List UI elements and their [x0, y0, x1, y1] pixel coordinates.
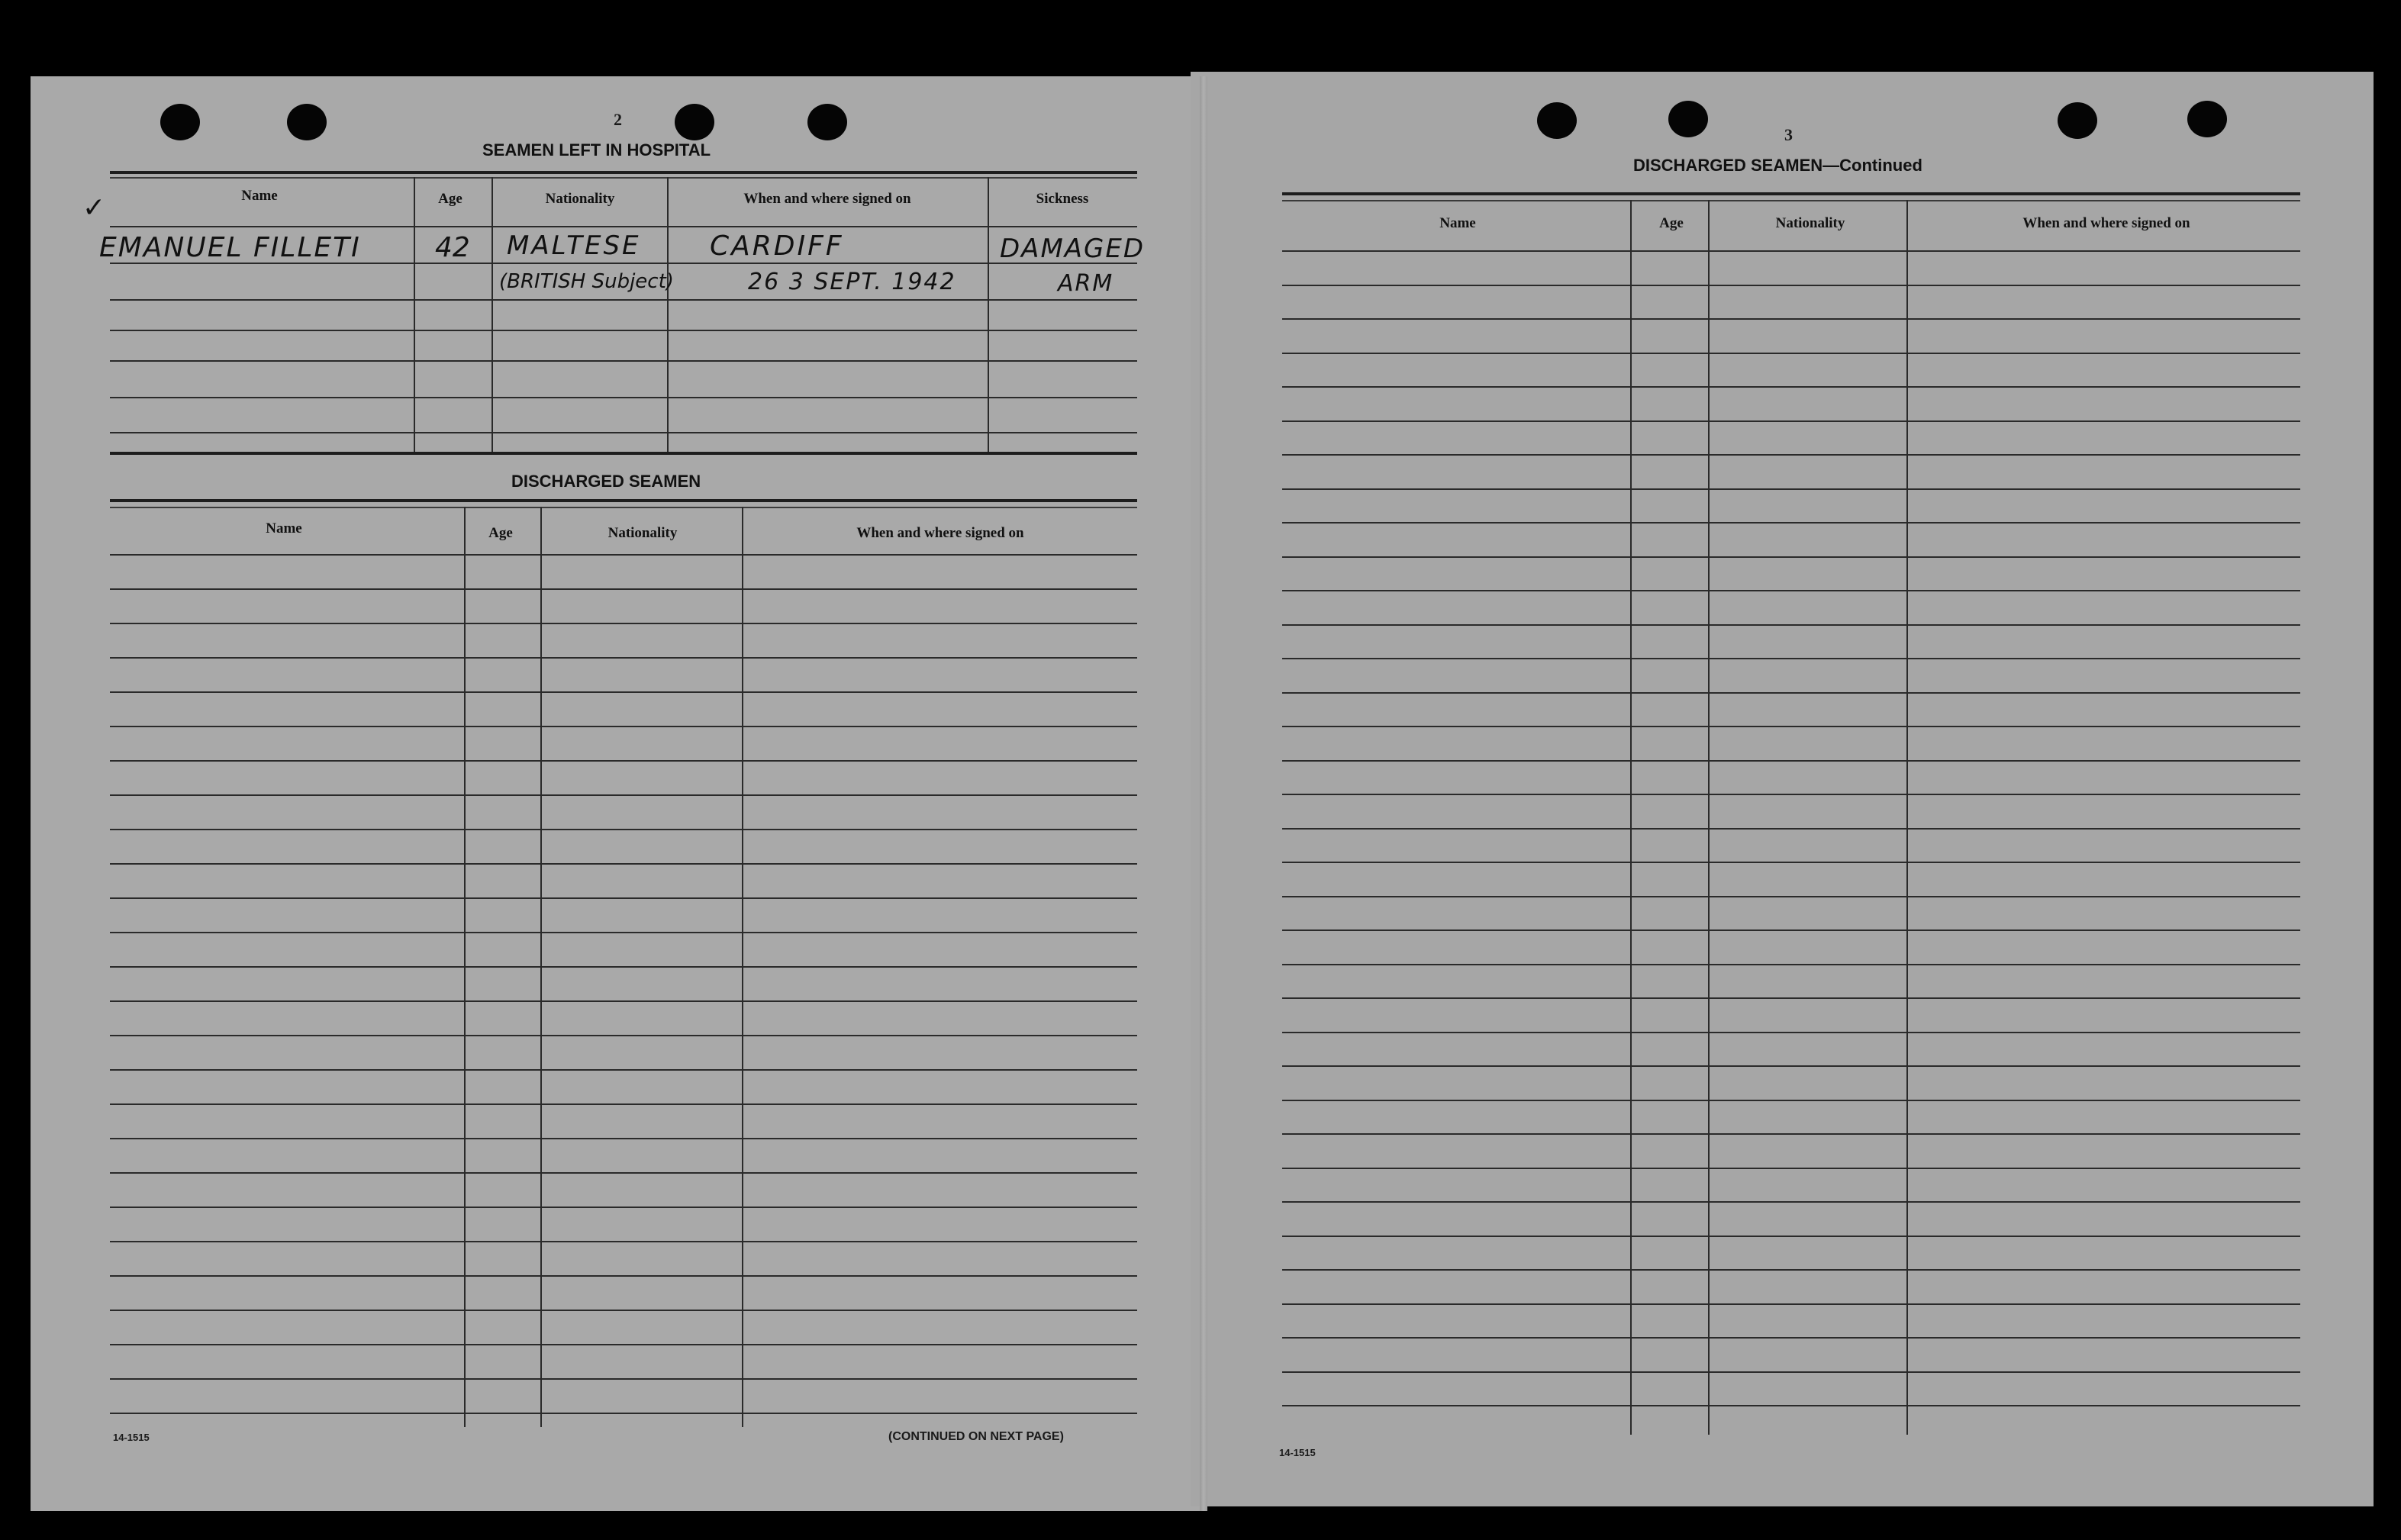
row-rule — [1282, 1236, 2300, 1237]
row-rule — [110, 691, 1137, 693]
column-header-signed-on: When and where signed on — [856, 525, 1024, 541]
table-rule — [110, 432, 1137, 433]
row-rule — [1282, 1371, 2300, 1373]
table-rule — [110, 171, 1137, 174]
row-rule — [1282, 285, 2300, 286]
punch-hole — [287, 104, 327, 140]
page-number: 2 — [614, 110, 622, 129]
row-rule — [1282, 318, 2300, 320]
row-rule — [110, 623, 1137, 624]
row-rule — [110, 1103, 1137, 1105]
row-rule — [110, 1069, 1137, 1071]
row-rule — [110, 726, 1137, 727]
row-rule — [110, 1138, 1137, 1139]
row-rule — [1282, 1065, 2300, 1067]
row-rule — [1282, 794, 2300, 795]
row-rule — [1282, 624, 2300, 626]
column-rule — [988, 177, 989, 452]
right-page — [1191, 72, 2374, 1506]
row-rule — [1282, 420, 2300, 422]
row-rule — [1282, 590, 2300, 591]
column-header-signed-on: When and where signed on — [2022, 215, 2190, 231]
entry-sickness-detail: ARM — [1058, 270, 1114, 297]
page-number: 3 — [1784, 125, 1793, 144]
row-rule — [110, 1378, 1137, 1380]
column-header-age: Age — [438, 191, 462, 207]
column-header-signed-on: When and where signed on — [743, 191, 911, 207]
entry-nationality: MALTESE — [507, 230, 641, 261]
entry-signed-on-date: 26 3 SEPT. 1942 — [748, 269, 956, 295]
table-rule — [110, 360, 1137, 362]
row-rule — [110, 1241, 1137, 1242]
row-rule — [1282, 556, 2300, 558]
row-rule — [110, 554, 1137, 556]
column-header-age: Age — [1659, 215, 1684, 231]
row-rule — [1282, 1405, 2300, 1406]
row-rule — [1282, 828, 2300, 830]
row-rule — [110, 1172, 1137, 1174]
row-rule — [1282, 1303, 2300, 1305]
entry-signed-on-place: CARDIFF — [710, 230, 844, 262]
row-rule — [1282, 929, 2300, 931]
row-rule — [1282, 964, 2300, 965]
row-rule — [1282, 997, 2300, 999]
row-rule — [1282, 658, 2300, 659]
page-fold — [1200, 76, 1207, 1511]
punch-hole — [160, 104, 200, 140]
row-rule — [110, 794, 1137, 796]
column-header-nationality: Nationality — [608, 525, 678, 541]
column-rule — [491, 177, 493, 452]
row-rule — [1282, 896, 2300, 897]
column-rule — [667, 177, 669, 452]
row-rule — [110, 897, 1137, 899]
row-rule — [1282, 454, 2300, 456]
row-rule — [1282, 760, 2300, 762]
punch-hole — [1668, 101, 1708, 137]
entry-name: EMANUEL FILLETI — [99, 232, 361, 263]
punch-hole — [807, 104, 847, 140]
row-rule — [1282, 1168, 2300, 1169]
column-rule — [414, 177, 415, 452]
row-rule — [110, 863, 1137, 865]
row-rule — [110, 1344, 1137, 1345]
discharged-section-title: DISCHARGED SEAMEN — [511, 472, 701, 491]
table-rule — [110, 397, 1137, 398]
column-header-sickness: Sickness — [1036, 191, 1089, 207]
column-header-age: Age — [488, 525, 513, 541]
check-mark: ✓ — [82, 192, 106, 224]
column-header-name: Name — [241, 188, 278, 204]
row-rule — [110, 829, 1137, 830]
row-rule — [1282, 1032, 2300, 1033]
column-header-nationality: Nationality — [545, 191, 615, 207]
table-rule — [110, 499, 1137, 502]
row-rule — [110, 966, 1137, 968]
punch-hole — [675, 104, 714, 140]
row-rule — [110, 1035, 1137, 1036]
row-rule — [1282, 386, 2300, 388]
column-header-nationality: Nationality — [1775, 215, 1845, 231]
row-rule — [1282, 862, 2300, 863]
column-rule — [1708, 200, 1710, 1435]
column-rule — [1630, 200, 1632, 1435]
table-rule — [110, 177, 1137, 179]
row-rule — [110, 1275, 1137, 1277]
column-rule — [1906, 200, 1908, 1435]
row-rule — [1282, 1269, 2300, 1271]
row-rule — [1282, 726, 2300, 727]
entry-nationality-note: (BRITISH Subject) — [499, 270, 674, 293]
table-rule — [110, 330, 1137, 331]
punch-hole — [2187, 101, 2227, 137]
table-rule — [110, 226, 1137, 227]
form-number: 14-1515 — [113, 1432, 150, 1443]
discharged-continued-title: DISCHARGED SEAMEN—Continued — [1633, 156, 1922, 175]
row-rule — [1282, 488, 2300, 490]
row-rule — [1282, 250, 2300, 252]
row-rule — [110, 1000, 1137, 1002]
row-rule — [1282, 692, 2300, 694]
punch-hole — [1537, 102, 1577, 139]
row-rule — [1282, 1133, 2300, 1135]
table-rule — [110, 507, 1137, 508]
column-header-name: Name — [1439, 215, 1476, 231]
punch-hole — [2058, 102, 2097, 139]
row-rule — [110, 932, 1137, 933]
entry-sickness: DAMAGED — [1000, 234, 1146, 264]
row-rule — [1282, 522, 2300, 524]
table-rule — [1282, 192, 2300, 195]
row-rule — [110, 1207, 1137, 1208]
row-rule — [1282, 1337, 2300, 1339]
row-rule — [110, 760, 1137, 762]
table-rule — [110, 452, 1137, 455]
table-rule — [1282, 200, 2300, 201]
row-rule — [1282, 1201, 2300, 1203]
table-rule — [110, 299, 1137, 301]
row-rule — [110, 1413, 1137, 1414]
row-rule — [110, 657, 1137, 659]
hospital-section-title: SEAMEN LEFT IN HOSPITAL — [482, 140, 711, 159]
row-rule — [1282, 1100, 2300, 1101]
row-rule — [110, 1310, 1137, 1311]
column-header-name: Name — [266, 520, 302, 536]
row-rule — [1282, 353, 2300, 354]
row-rule — [110, 588, 1137, 590]
continued-note: (CONTINUED ON NEXT PAGE) — [888, 1430, 1064, 1443]
form-number: 14-1515 — [1279, 1447, 1316, 1458]
entry-age: 42 — [435, 232, 470, 263]
